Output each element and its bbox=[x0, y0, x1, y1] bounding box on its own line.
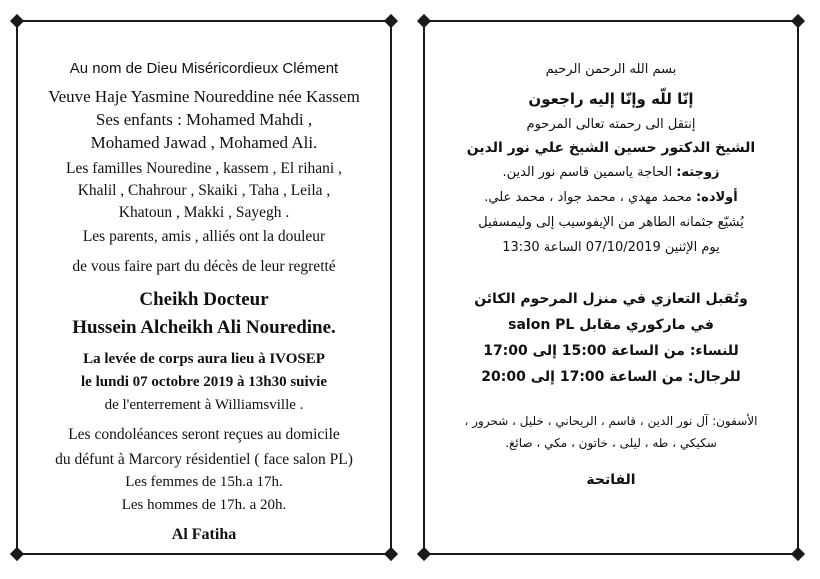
deceased-name: Hussein Alcheikh Ali Nouredine. bbox=[72, 317, 336, 338]
arabic-notice-text bbox=[425, 60, 797, 492]
levee-line: le lundi 07 octobre 2019 à 13h30 suivie bbox=[81, 374, 327, 390]
closing-prayer-arabic: الفاتحة bbox=[586, 472, 636, 488]
wife-line bbox=[425, 160, 797, 185]
corner-ornament bbox=[10, 547, 24, 561]
children-value: محمد مهدي ، محمد جواد ، محمد علي. bbox=[484, 190, 696, 205]
children-line: Ses enfants : Mohamed Mahdi , bbox=[95, 110, 313, 129]
children-line: Mohamed Jawad , Mohamed Ali. bbox=[90, 133, 318, 152]
corner-ornament bbox=[417, 14, 431, 28]
french-notice-card bbox=[16, 20, 392, 555]
french-notice-text bbox=[18, 58, 390, 547]
condolences-line: Les condoléances seront reçues au domicile bbox=[68, 426, 340, 443]
condolences-line-arabic: في ماركوري مقابل salon PL bbox=[508, 317, 714, 333]
wife-label: زوجته: bbox=[676, 165, 720, 180]
women-hours: Les femmes de 15h.a 17h. bbox=[125, 474, 283, 490]
announcement-line: de vous faire part du décès de leur regretté bbox=[72, 258, 336, 275]
women-hours-arabic: للنساء: من الساعة 15:00 إلى 17:00 bbox=[483, 343, 739, 359]
families-line: Khalil , Chahrour , Skaiki , Taha , Leila , bbox=[77, 182, 331, 199]
condolences-line: du défunt à Marcory résidentiel ( face salon PL) bbox=[55, 451, 353, 468]
basmala: بسم الله الرحمن الرحيم bbox=[545, 62, 677, 77]
levee-line: La levée de corps aura lieu à IVOSEP bbox=[83, 351, 325, 367]
closing-prayer: Al Fatiha bbox=[171, 526, 237, 543]
families-line: Les familles Nouredine , kassem , El rihani , bbox=[66, 160, 342, 177]
deceased-name-arabic: الشيخ الدكتور حسين الشيخ علي نور الدين bbox=[466, 140, 756, 156]
corner-ornament bbox=[791, 547, 805, 561]
mourners-line: سكيكي ، طه ، ليلى ، خاتون ، مكي ، صائغ. bbox=[505, 436, 717, 450]
inna-verse: إنّا للّه وإنّا إليه راجعون bbox=[528, 90, 694, 108]
funeral-line: يُشيّع جثمانه الطاهر من الإيفوسيب إلى وليمسفيل bbox=[478, 215, 744, 230]
corner-ornament bbox=[384, 547, 398, 561]
children-label: أولاده: bbox=[695, 190, 738, 205]
men-hours-arabic: للرجال: من الساعة 17:00 إلى 20:00 bbox=[481, 369, 741, 385]
wife-value: الحاجة ياسمين قاسم نور الدين. bbox=[502, 165, 677, 180]
arabic-notice-card bbox=[423, 20, 799, 555]
corner-ornament bbox=[384, 14, 398, 28]
parents-line: Les parents, amis , alliés ont la douleur bbox=[82, 228, 326, 245]
corner-ornament bbox=[791, 14, 805, 28]
datetime-line: يوم الإثنين 07/10/2019 الساعة 13:30 bbox=[502, 240, 720, 255]
corner-ornament bbox=[417, 547, 431, 561]
deceased-title: Cheikh Docteur bbox=[139, 289, 269, 310]
condolences-line-arabic: وتُقبل التعازي في منزل المرحوم الكائن bbox=[474, 291, 748, 307]
children-line-arabic bbox=[425, 185, 797, 210]
families-line: Khatoun , Makki , Sayegh . bbox=[118, 204, 290, 221]
intaqal-line: إنتقل الى رحمته تعالى المرحوم bbox=[526, 117, 696, 132]
invocation: Au nom de Dieu Miséricordieux Clément bbox=[69, 60, 339, 77]
men-hours: Les hommes de 17h. a 20h. bbox=[121, 497, 287, 513]
levee-line: de l'enterrement à Williamsville . bbox=[104, 397, 304, 413]
mourners-line: الأسفون: آل نور الدين ، قاسم ، الريحاني ، خليل ، شحرور ، bbox=[464, 414, 758, 428]
widow-name: Veuve Haje Yasmine Noureddine née Kassem bbox=[48, 87, 360, 106]
corner-ornament bbox=[10, 14, 24, 28]
